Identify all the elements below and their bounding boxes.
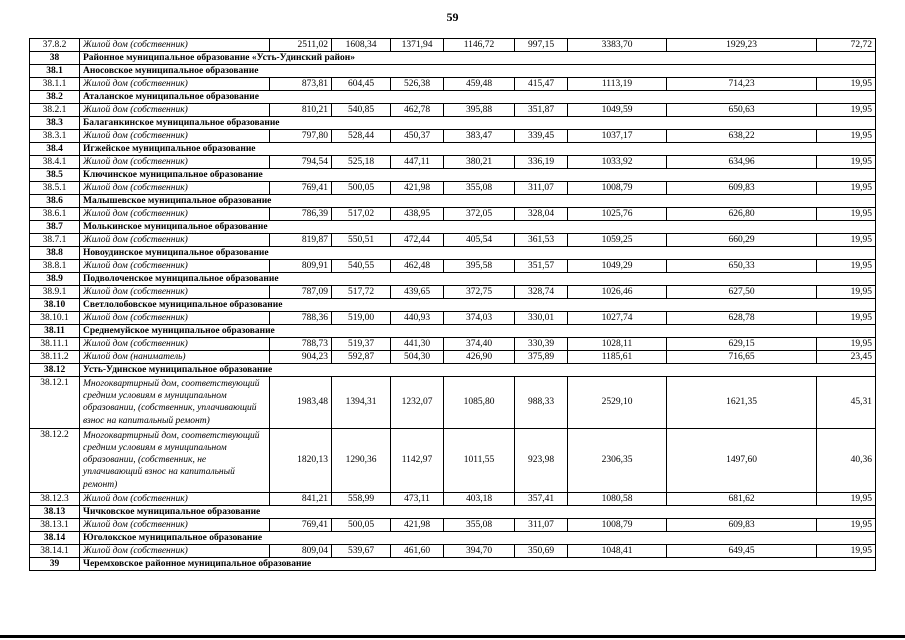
section-title: Усть-Удинское муниципальное образование (80, 364, 876, 377)
value-cell: 1983,48 (270, 377, 332, 429)
value-cell: 650,63 (667, 104, 817, 117)
value-cell: 426,90 (444, 351, 515, 364)
value-cell: 374,03 (444, 312, 515, 325)
value-cell: 19,95 (817, 234, 876, 247)
value-cell: 1028,11 (568, 338, 667, 351)
section-title: Аталанское муниципальное образование (80, 91, 876, 104)
value-cell: 1621,35 (667, 377, 817, 429)
value-cell: 2306,35 (568, 428, 667, 492)
value-cell: 794,54 (270, 156, 332, 169)
value-cell: 988,33 (515, 377, 568, 429)
value-cell: 716,65 (667, 351, 817, 364)
value-cell: 769,41 (270, 518, 332, 531)
section-code: 38.4 (30, 143, 80, 156)
row-name: Жилой дом (собственник) (80, 544, 270, 557)
row-code: 38.10.1 (30, 312, 80, 325)
value-cell: 383,47 (444, 130, 515, 143)
value-cell: 19,95 (817, 338, 876, 351)
value-cell: 311,07 (515, 518, 568, 531)
section-code: 38.3 (30, 117, 80, 130)
value-cell: 539,67 (332, 544, 391, 557)
value-cell: 517,72 (332, 286, 391, 299)
value-cell: 72,72 (817, 39, 876, 52)
value-cell: 797,80 (270, 130, 332, 143)
section-code: 38 (30, 52, 80, 65)
value-cell: 19,95 (817, 208, 876, 221)
section-title: Ключинское муниципальное образование (80, 169, 876, 182)
value-cell: 351,57 (515, 260, 568, 273)
tariff-table-sheet (29, 38, 875, 571)
value-cell: 395,58 (444, 260, 515, 273)
value-cell: 540,85 (332, 104, 391, 117)
value-cell: 473,11 (391, 492, 444, 505)
value-cell: 1049,59 (568, 104, 667, 117)
section-header-row (30, 299, 876, 312)
value-cell: 439,65 (391, 286, 444, 299)
value-cell: 904,23 (270, 351, 332, 364)
value-cell: 19,95 (817, 544, 876, 557)
row-name: Жилой дом (собственник) (80, 104, 270, 117)
value-cell: 649,45 (667, 544, 817, 557)
value-cell: 1185,61 (568, 351, 667, 364)
value-cell: 461,60 (391, 544, 444, 557)
section-code: 38.10 (30, 299, 80, 312)
table-row (30, 492, 876, 505)
value-cell: 714,23 (667, 78, 817, 91)
section-header-row (30, 195, 876, 208)
value-cell: 526,38 (391, 78, 444, 91)
table-row (30, 234, 876, 247)
value-cell: 1929,23 (667, 39, 817, 52)
value-cell: 1025,76 (568, 208, 667, 221)
value-cell: 40,36 (817, 428, 876, 492)
row-name: Жилой дом (собственник) (80, 234, 270, 247)
table-row (30, 544, 876, 557)
row-code: 38.4.1 (30, 156, 80, 169)
value-cell: 1290,36 (332, 428, 391, 492)
row-code: 38.8.1 (30, 260, 80, 273)
value-cell: 787,09 (270, 286, 332, 299)
section-title: Черемховское районное муниципальное образование (80, 557, 876, 570)
value-cell: 19,95 (817, 78, 876, 91)
value-cell: 660,29 (667, 234, 817, 247)
value-cell: 810,21 (270, 104, 332, 117)
section-code: 38.5 (30, 169, 80, 182)
bottom-rule (0, 635, 905, 638)
value-cell: 609,83 (667, 182, 817, 195)
value-cell: 841,21 (270, 492, 332, 505)
value-cell: 1049,29 (568, 260, 667, 273)
value-cell: 1080,58 (568, 492, 667, 505)
value-cell: 681,62 (667, 492, 817, 505)
section-header-row (30, 325, 876, 338)
value-cell: 330,01 (515, 312, 568, 325)
value-cell: 2529,10 (568, 377, 667, 429)
value-cell: 1048,41 (568, 544, 667, 557)
table-row (30, 39, 876, 52)
section-header-row (30, 505, 876, 518)
value-cell: 1008,79 (568, 182, 667, 195)
row-name: Жилой дом (собственник) (80, 39, 270, 52)
value-cell: 19,95 (817, 286, 876, 299)
value-cell: 525,18 (332, 156, 391, 169)
row-name: Жилой дом (собственник) (80, 182, 270, 195)
section-code: 38.6 (30, 195, 80, 208)
value-cell: 450,37 (391, 130, 444, 143)
table-row (30, 182, 876, 195)
value-cell: 447,11 (391, 156, 444, 169)
value-cell: 809,04 (270, 544, 332, 557)
section-header-row (30, 143, 876, 156)
section-header-row (30, 531, 876, 544)
value-cell: 421,98 (391, 518, 444, 531)
section-title: Светлолобовское муниципальное образование (80, 299, 876, 312)
value-cell: 355,08 (444, 518, 515, 531)
value-cell: 609,83 (667, 518, 817, 531)
value-cell: 604,45 (332, 78, 391, 91)
value-cell: 355,08 (444, 182, 515, 195)
value-cell: 1113,19 (568, 78, 667, 91)
value-cell: 1608,34 (332, 39, 391, 52)
value-cell: 923,98 (515, 428, 568, 492)
table-row (30, 518, 876, 531)
section-code: 38.2 (30, 91, 80, 104)
value-cell: 380,21 (444, 156, 515, 169)
section-header-row (30, 557, 876, 570)
value-cell: 628,78 (667, 312, 817, 325)
row-code: 38.14.1 (30, 544, 80, 557)
value-cell: 403,18 (444, 492, 515, 505)
row-code: 38.11.2 (30, 351, 80, 364)
value-cell: 517,02 (332, 208, 391, 221)
section-code: 38.9 (30, 273, 80, 286)
value-cell: 372,75 (444, 286, 515, 299)
value-cell: 558,99 (332, 492, 391, 505)
tariff-table-body (30, 39, 876, 571)
section-header-row (30, 91, 876, 104)
section-title: Чичковское муниципальное образование (80, 505, 876, 518)
table-row (30, 338, 876, 351)
value-cell: 769,41 (270, 182, 332, 195)
value-cell: 394,70 (444, 544, 515, 557)
value-cell: 786,39 (270, 208, 332, 221)
value-cell: 2511,02 (270, 39, 332, 52)
value-cell: 1497,60 (667, 428, 817, 492)
section-code: 38.11 (30, 325, 80, 338)
value-cell: 819,87 (270, 234, 332, 247)
value-cell: 626,80 (667, 208, 817, 221)
value-cell: 395,88 (444, 104, 515, 117)
row-name: Жилой дом (наниматель) (80, 351, 270, 364)
table-row (30, 286, 876, 299)
row-name: Жилой дом (собственник) (80, 492, 270, 505)
row-code: 38.9.1 (30, 286, 80, 299)
row-code: 38.12.1 (30, 377, 80, 429)
row-name: Жилой дом (собственник) (80, 338, 270, 351)
section-code: 38.1 (30, 65, 80, 78)
value-cell: 45,31 (817, 377, 876, 429)
section-code: 38.7 (30, 221, 80, 234)
row-code: 38.5.1 (30, 182, 80, 195)
row-code: 38.7.1 (30, 234, 80, 247)
section-header-row (30, 52, 876, 65)
value-cell: 19,95 (817, 156, 876, 169)
value-cell: 374,40 (444, 338, 515, 351)
value-cell: 372,05 (444, 208, 515, 221)
table-row (30, 130, 876, 143)
section-code: 38.14 (30, 531, 80, 544)
value-cell: 19,95 (817, 182, 876, 195)
row-name: Жилой дом (собственник) (80, 156, 270, 169)
section-title: Новоудинское муниципальное образование (80, 247, 876, 260)
row-name: Жилой дом (собственник) (80, 260, 270, 273)
value-cell: 328,74 (515, 286, 568, 299)
value-cell: 462,48 (391, 260, 444, 273)
value-cell: 650,33 (667, 260, 817, 273)
table-row (30, 428, 876, 492)
value-cell: 1820,13 (270, 428, 332, 492)
value-cell: 441,30 (391, 338, 444, 351)
value-cell: 1027,74 (568, 312, 667, 325)
value-cell: 638,22 (667, 130, 817, 143)
table-row (30, 377, 876, 429)
value-cell: 19,95 (817, 104, 876, 117)
value-cell: 19,95 (817, 260, 876, 273)
value-cell: 336,19 (515, 156, 568, 169)
value-cell: 500,05 (332, 518, 391, 531)
value-cell: 592,87 (332, 351, 391, 364)
value-cell: 3383,70 (568, 39, 667, 52)
value-cell: 459,48 (444, 78, 515, 91)
row-code: 38.11.1 (30, 338, 80, 351)
row-name: Многоквартирный дом, соответствующий средним условиям в муниципальном образовании, (собственник, уплачивающий взнос на капитальный ремонт) (80, 377, 270, 429)
section-title: Балаганкинское муниципальное образование (80, 117, 876, 130)
value-cell: 462,78 (391, 104, 444, 117)
value-cell: 472,44 (391, 234, 444, 247)
section-header-row (30, 117, 876, 130)
table-row (30, 260, 876, 273)
value-cell: 1394,31 (332, 377, 391, 429)
row-name: Жилой дом (собственник) (80, 518, 270, 531)
value-cell: 1026,46 (568, 286, 667, 299)
value-cell: 627,50 (667, 286, 817, 299)
value-cell: 350,69 (515, 544, 568, 557)
section-title: Подволоченское муниципальное образование (80, 273, 876, 286)
row-code: 38.3.1 (30, 130, 80, 143)
value-cell: 415,47 (515, 78, 568, 91)
value-cell: 440,93 (391, 312, 444, 325)
value-cell: 809,91 (270, 260, 332, 273)
table-row (30, 208, 876, 221)
row-name: Жилой дом (собственник) (80, 312, 270, 325)
section-title: Юголокское муниципальное образование (80, 531, 876, 544)
section-title: Молькинское муниципальное образование (80, 221, 876, 234)
section-code: 39 (30, 557, 80, 570)
table-row (30, 156, 876, 169)
value-cell: 540,55 (332, 260, 391, 273)
value-cell: 634,96 (667, 156, 817, 169)
section-header-row (30, 65, 876, 78)
value-cell: 788,36 (270, 312, 332, 325)
value-cell: 550,51 (332, 234, 391, 247)
value-cell: 361,53 (515, 234, 568, 247)
section-title: Малышевское муниципальное образование (80, 195, 876, 208)
value-cell: 1033,92 (568, 156, 667, 169)
value-cell: 438,95 (391, 208, 444, 221)
value-cell: 1008,79 (568, 518, 667, 531)
value-cell: 375,89 (515, 351, 568, 364)
table-row (30, 312, 876, 325)
row-name: Жилой дом (собственник) (80, 286, 270, 299)
value-cell: 519,37 (332, 338, 391, 351)
row-code: 38.6.1 (30, 208, 80, 221)
row-name: Жилой дом (собственник) (80, 130, 270, 143)
section-title: Районное муниципальное образование «Усть-Удинский район» (80, 52, 876, 65)
section-header-row (30, 364, 876, 377)
section-title: Аносовское муниципальное образование (80, 65, 876, 78)
table-row (30, 78, 876, 91)
value-cell: 19,95 (817, 312, 876, 325)
value-cell: 519,00 (332, 312, 391, 325)
value-cell: 500,05 (332, 182, 391, 195)
section-code: 38.13 (30, 505, 80, 518)
row-name: Многоквартирный дом, соответствующий средним условиям в муниципальном образовании, (собственник, не уплачивающий взнос на капитальный ремонт) (80, 428, 270, 492)
value-cell: 19,95 (817, 492, 876, 505)
section-title: Среднемуйское муниципальное образование (80, 325, 876, 338)
value-cell: 1059,25 (568, 234, 667, 247)
value-cell: 504,30 (391, 351, 444, 364)
tariff-table (29, 38, 876, 571)
section-code: 38.12 (30, 364, 80, 377)
value-cell: 1142,97 (391, 428, 444, 492)
row-code: 37.8.2 (30, 39, 80, 52)
value-cell: 328,04 (515, 208, 568, 221)
value-cell: 405,54 (444, 234, 515, 247)
value-cell: 873,81 (270, 78, 332, 91)
page-number: 59 (446, 10, 459, 24)
section-title: Игжейское муниципальное образование (80, 143, 876, 156)
value-cell: 421,98 (391, 182, 444, 195)
value-cell: 311,07 (515, 182, 568, 195)
value-cell: 19,95 (817, 130, 876, 143)
value-cell: 997,15 (515, 39, 568, 52)
value-cell: 1011,55 (444, 428, 515, 492)
row-code: 38.2.1 (30, 104, 80, 117)
section-header-row (30, 169, 876, 182)
row-name: Жилой дом (собственник) (80, 78, 270, 91)
value-cell: 629,15 (667, 338, 817, 351)
section-header-row (30, 247, 876, 260)
value-cell: 339,45 (515, 130, 568, 143)
table-row (30, 104, 876, 117)
value-cell: 1371,94 (391, 39, 444, 52)
table-row (30, 351, 876, 364)
section-header-row (30, 221, 876, 234)
value-cell: 351,87 (515, 104, 568, 117)
section-code: 38.8 (30, 247, 80, 260)
row-code: 38.12.3 (30, 492, 80, 505)
section-header-row (30, 273, 876, 286)
value-cell: 1037,17 (568, 130, 667, 143)
value-cell: 1146,72 (444, 39, 515, 52)
value-cell: 1085,80 (444, 377, 515, 429)
row-name: Жилой дом (собственник) (80, 208, 270, 221)
value-cell: 788,73 (270, 338, 332, 351)
value-cell: 330,39 (515, 338, 568, 351)
row-code: 38.1.1 (30, 78, 80, 91)
value-cell: 19,95 (817, 518, 876, 531)
row-code: 38.12.2 (30, 428, 80, 492)
row-code: 38.13.1 (30, 518, 80, 531)
value-cell: 1232,07 (391, 377, 444, 429)
value-cell: 23,45 (817, 351, 876, 364)
value-cell: 357,41 (515, 492, 568, 505)
value-cell: 528,44 (332, 130, 391, 143)
